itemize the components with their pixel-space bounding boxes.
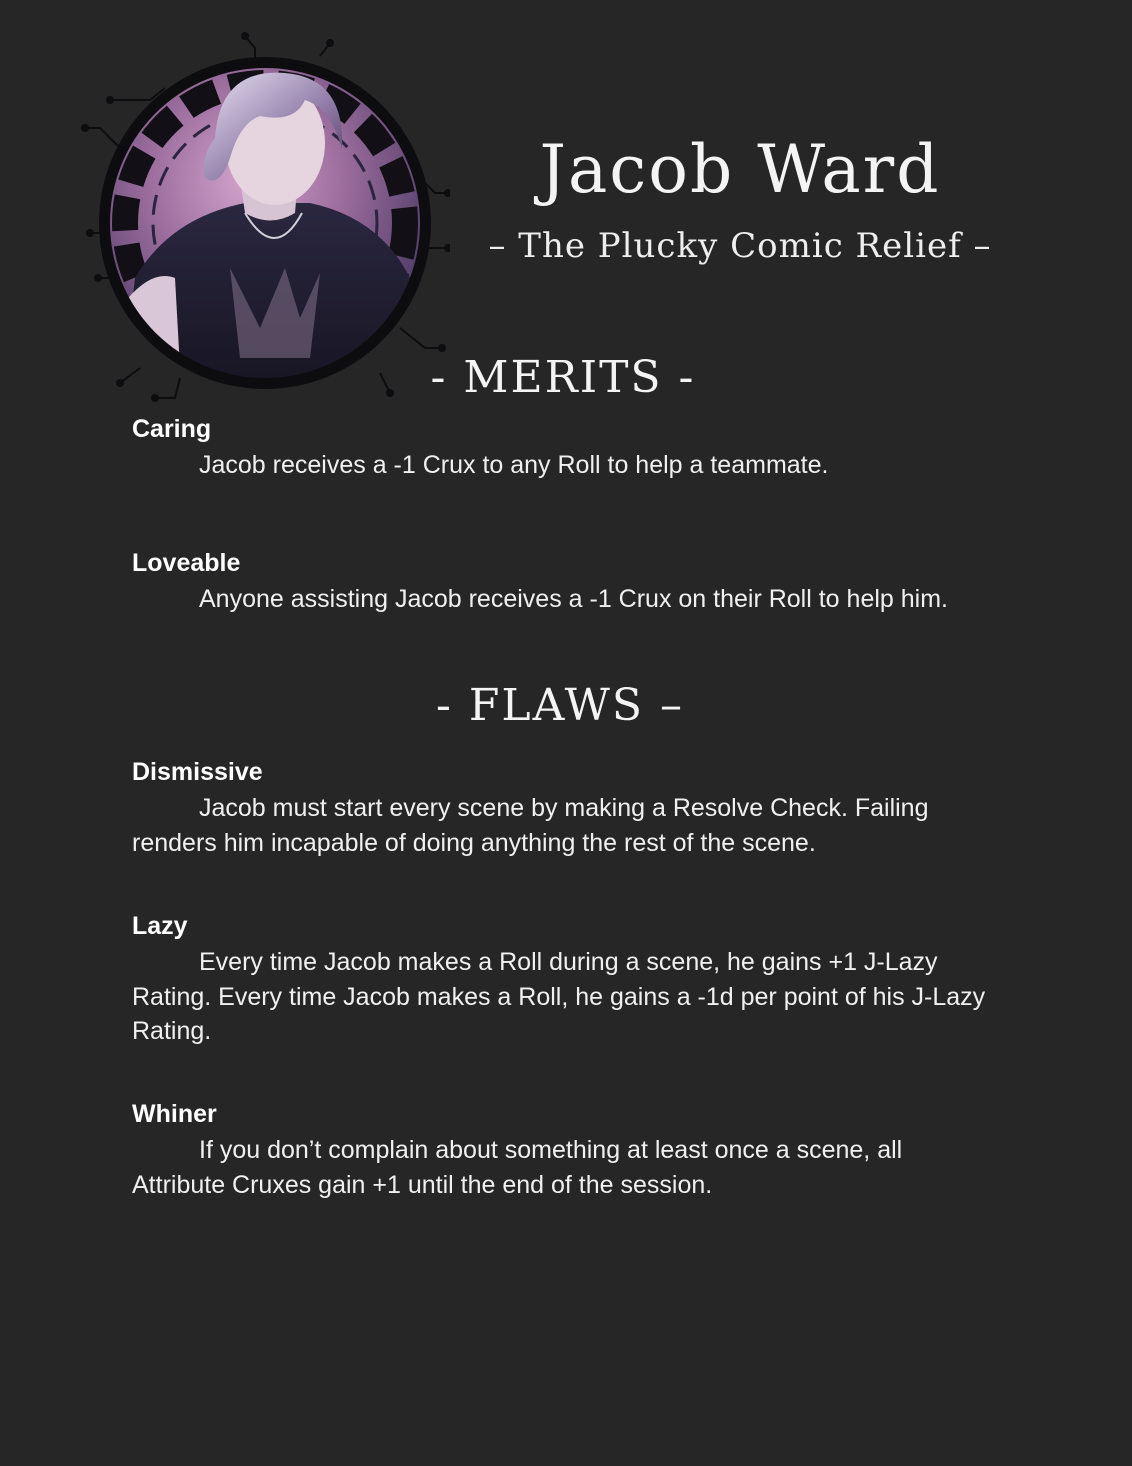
trait-name: Loveable: [132, 549, 241, 577]
trait-name: Caring: [132, 415, 212, 443]
character-name: Jacob Ward: [539, 131, 941, 208]
trait-description: Anyone assisting Jacob receives a -1 Crux on their Roll to help him.: [199, 585, 948, 613]
trait-description: Jacob must start every scene by making a Resolve Check. Failing renders him incapable of doing anything the rest of the scene.: [132, 794, 929, 857]
trait-description: Every time Jacob makes a Roll during a scene, he gains +1 J-Lazy Rating. Every time Jacob makes a Roll, he gains a -1d per point of his J-Lazy Rating.: [132, 948, 986, 1045]
trait-description: If you don’t complain about something at least once a scene, all Attribute Cruxes gain +1 until the end of the session.: [132, 1136, 903, 1199]
trait-name: Dismissive: [132, 758, 263, 786]
character-portrait: [80, 28, 450, 408]
flaw-lazy: [132, 911, 992, 1049]
merits-heading: - MERITS -: [430, 352, 696, 403]
flaws-heading: - FLAWS –: [436, 680, 684, 731]
trait-description: Jacob receives a -1 Crux to any Roll to help a teammate.: [199, 451, 829, 479]
trait-name: Lazy: [132, 912, 188, 940]
merit-loveable: [132, 548, 992, 617]
flaw-dismissive: [132, 757, 992, 860]
merit-caring: [132, 414, 992, 483]
character-subtitle: – The Plucky Comic Relief –: [488, 226, 992, 266]
title-block: [470, 130, 1010, 268]
trait-name: Whiner: [132, 1100, 217, 1128]
flaw-whiner: [132, 1099, 992, 1202]
